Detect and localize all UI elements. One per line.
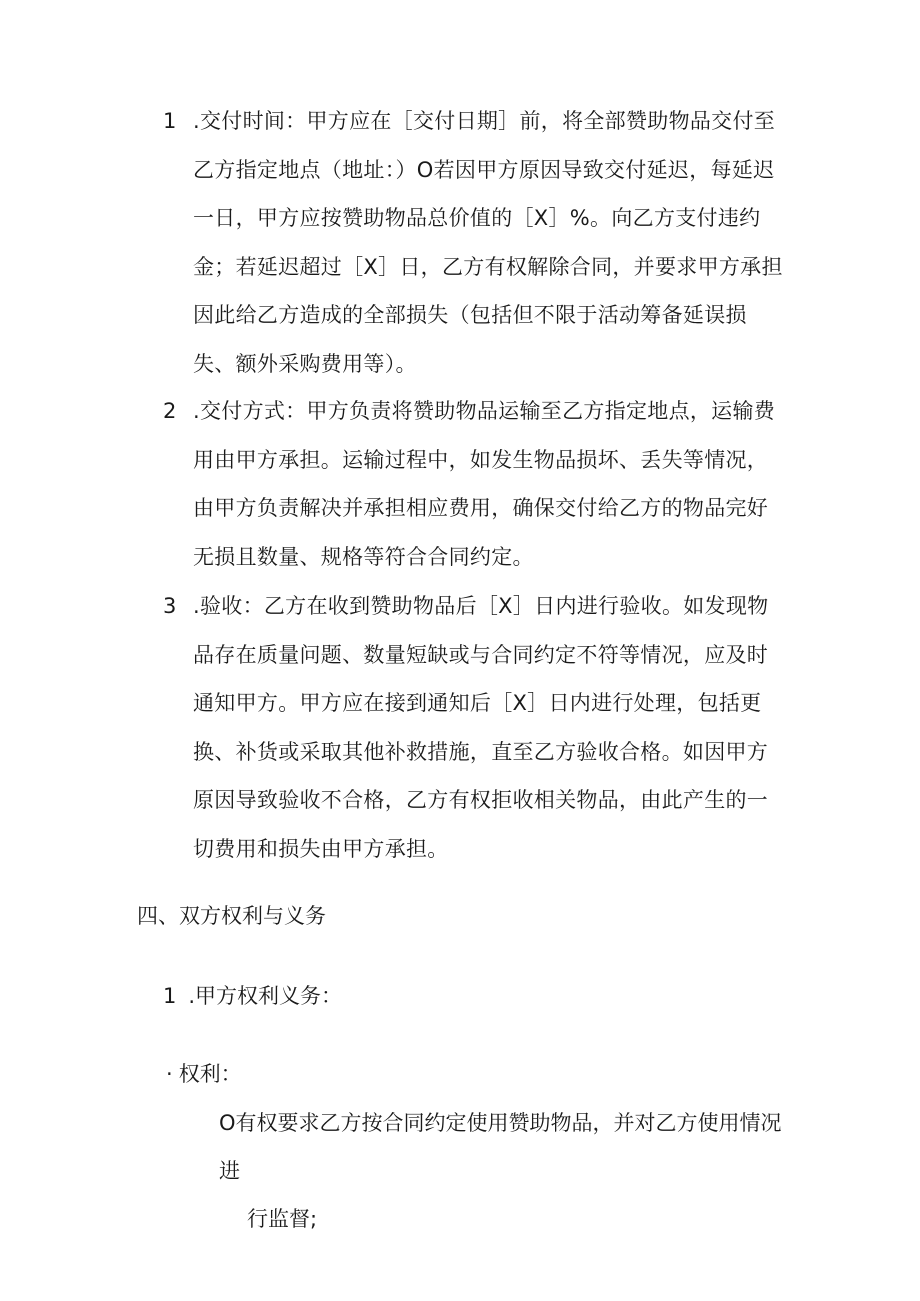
sub-text: .甲方权利义务： xyxy=(188,984,343,1008)
clause-number: 1 xyxy=(163,109,177,133)
clause-number: 3 xyxy=(163,594,177,618)
delivery-method-clause xyxy=(163,387,783,581)
clause-number: 2 xyxy=(163,399,177,423)
right-item-line-1: O有权要求乙方按合同约定使用赞助物品，并对乙方使用情况进 xyxy=(219,1111,782,1183)
right-item xyxy=(219,1099,784,1243)
clause-text: .交付时间：甲方应在［交付日期］前，将全部赞助物品交付至乙方指定地点（地址：）O若因甲方原因导致交付延迟，每延迟一日，甲方应按赞助物品总价值的［X］%。向乙方支付违约金；若延迟超过［X］日，乙方有权解除合同，并要求甲方承担因此给乙方造成的全部损失（包括但不限于活动筹备延误损失、额外采购费用等）。 xyxy=(193,109,783,376)
clause-text: .交付方式：甲方负责将赞助物品运输至乙方指定地点，运输费用由甲方承担。运输过程中，如发生物品损坏、丢失等情况，由甲方负责解决并承担相应费用，确保交付给乙方的物品完好无损且数量、规格等符合合同约定。 xyxy=(193,399,776,569)
section-heading: 四、双方权利与义务 xyxy=(137,904,326,928)
delivery-time-clause xyxy=(163,97,783,389)
bullet-dot: · xyxy=(166,1062,173,1086)
right-item-line-2: 行监督; xyxy=(247,1207,318,1231)
sub-number: 1 xyxy=(163,984,177,1008)
clause-text: .验收：乙方在收到赞助物品后［X］日内进行验收。如发现物品存在质量问题、数量短缺或与合同约定不符等情况，应及时通知甲方。甲方应在接到通知后［X］日内进行处理，包括更换、补货或采取其他补救措施，直至乙方验收合格。如因甲方原因导致验收不合格，乙方有权拒收相关物品，由此产生的一切费用和损失由甲方承担。 xyxy=(193,594,769,861)
party-a-rights-heading xyxy=(163,976,342,1016)
rights-bullet xyxy=(166,1054,242,1094)
acceptance-clause xyxy=(163,582,783,874)
bullet-text: 权利： xyxy=(178,1062,242,1086)
